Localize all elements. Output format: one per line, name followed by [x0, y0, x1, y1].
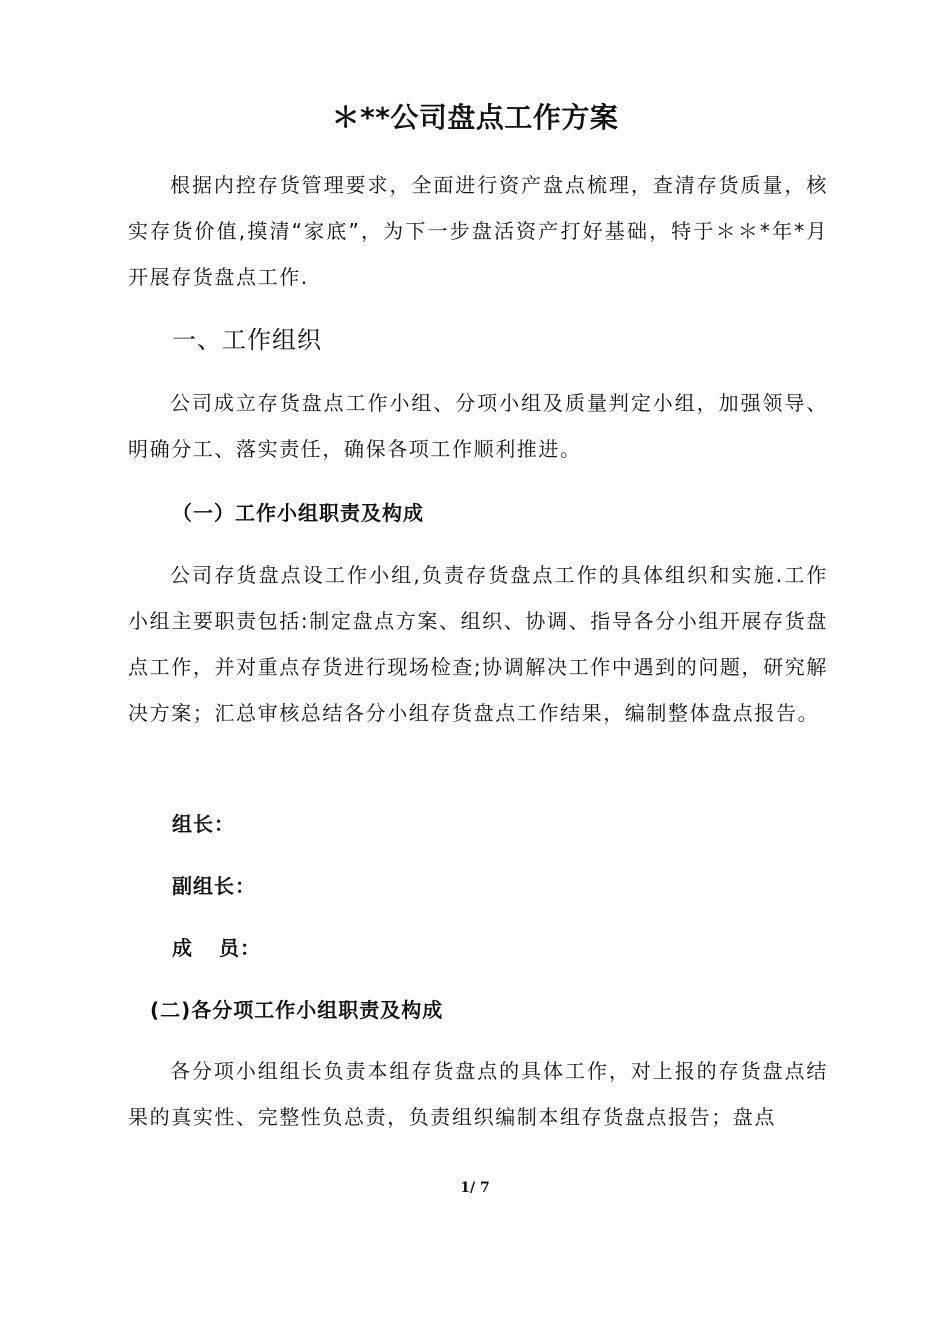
- member-leader-label: 组长：: [172, 812, 235, 836]
- section1-paragraph: 公司成立存货盘点工作小组、分项小组及质量判定小组，加强领导、明确分工、落实责任，确保各项工作顺利推进。: [128, 391, 828, 461]
- intro-paragraph: 根据内控存货管理要求，全面进行资产盘点梳理，查清存货质量，核实存货价值,摸清“家底”，为下一步盘活资产打好基础，特于＊＊*年*月开展存货盘点工作.: [128, 173, 828, 289]
- document-title: ＊**公司盘点工作方案: [331, 101, 619, 134]
- member-deputy-label: 副组长：: [172, 874, 256, 898]
- member-staff-label-part1: 成: [172, 936, 193, 960]
- subsection1-paragraph: 公司存货盘点设工作小组,负责存货盘点工作的具体组织和实施.工作小组主要职责包括:制定盘点方案、组织、协调、指导各分小组开展存货盘点工作，并对重点存货进行现场检查;协调解决工作中遇到的问题，研究解决方案；汇总审核总结各分小组存货盘点工作结果，编制整体盘点报告。: [128, 563, 828, 725]
- subsection-heading-sub-groups: (二)各分项工作小组职责及构成: [150, 998, 444, 1022]
- subsection-heading-work-group: （一）工作小组职责及构成: [172, 501, 424, 525]
- member-staff-label: [172, 932, 261, 961]
- member-staff-label-part2: 员：: [219, 936, 261, 960]
- page-number: 1/ 7: [460, 1180, 490, 1196]
- subsection2-paragraph: 各分项小组组长负责本组存货盘点的具体工作，对上报的存货盘点结果的真实性、完整性负总责，负责组织编制本组存货盘点报告；盘点: [128, 1059, 828, 1129]
- section-heading-work-organization: 一、工作组织: [172, 326, 322, 354]
